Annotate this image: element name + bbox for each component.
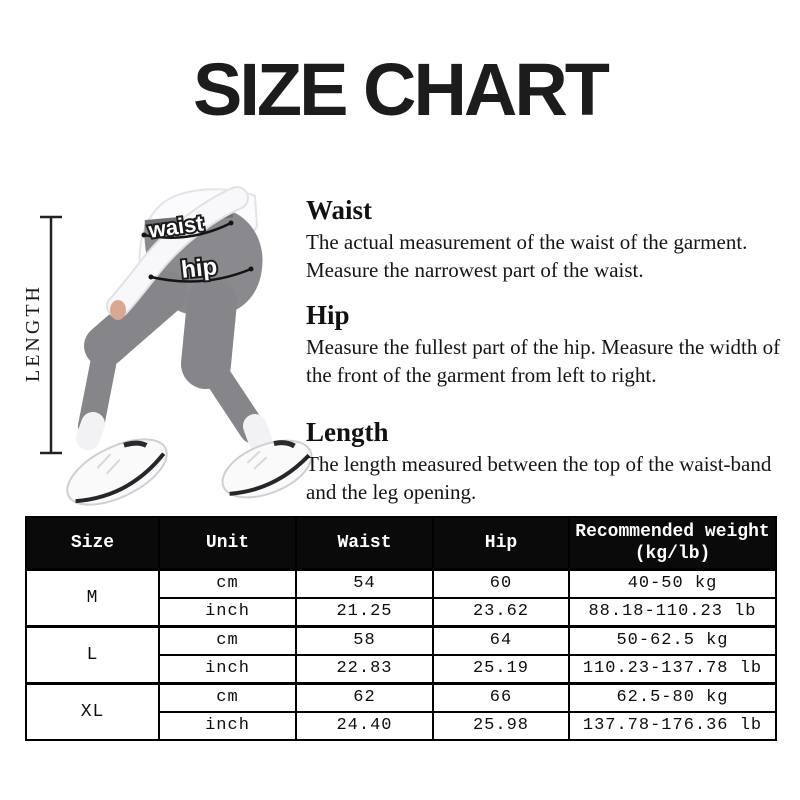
table-row (26, 627, 776, 656)
waist-definition-section (306, 195, 788, 284)
size-cell: L (26, 627, 159, 684)
hip-cell: 64 (433, 627, 569, 656)
size-cell: M (26, 570, 159, 627)
col-header-size: Size (26, 517, 159, 570)
waist-cell: 58 (296, 627, 433, 656)
col-header-waist: Waist (296, 517, 433, 570)
weight-cell: 50-62.5 kg (569, 627, 776, 656)
waist-cell: 21.25 (296, 598, 433, 627)
waist-cell: 54 (296, 570, 433, 599)
hip-cell: 66 (433, 684, 569, 713)
weight-cell: 40-50 kg (569, 570, 776, 599)
unit-cell: cm (159, 570, 296, 599)
unit-cell: cm (159, 684, 296, 713)
hip-cell: 60 (433, 570, 569, 599)
size-cell: XL (26, 684, 159, 741)
unit-cell: inch (159, 655, 296, 684)
waist-description: The actual measurement of the waist of the garment. Measure the narrowest part of the waist. (306, 230, 748, 282)
length-definition-section (306, 417, 788, 506)
weight-cell: 137.78-176.36 lb (569, 712, 776, 740)
waist-cell: 22.83 (296, 655, 433, 684)
hip-definition-section (306, 300, 788, 389)
length-heading: Length (306, 417, 389, 447)
hand (110, 300, 126, 320)
unit-cell: cm (159, 627, 296, 656)
unit-cell: inch (159, 712, 296, 740)
hip-cell: 25.19 (433, 655, 569, 684)
socks (88, 424, 260, 440)
col-header-weight: Recommended weight (kg/lb) (569, 517, 776, 570)
leggings-model-illustration (15, 186, 315, 521)
col-header-unit: Unit (159, 517, 296, 570)
unit-cell: inch (159, 598, 296, 627)
weight-cell: 88.18-110.23 lb (569, 598, 776, 627)
table-row (26, 570, 776, 599)
page-title: SIZE CHART (193, 48, 607, 131)
length-description: The length measured between the top of the waist-band and the leg opening. (306, 452, 772, 504)
waist-cell: 24.40 (296, 712, 433, 740)
model-figure (15, 186, 315, 521)
hip-heading: Hip (306, 300, 350, 330)
hip-description: Measure the fullest part of the hip. Measure the width of the front of the garment from left to right. (306, 335, 781, 387)
col-header-hip: Hip (433, 517, 569, 570)
sneaker-left (58, 426, 177, 518)
waist-heading: Waist (306, 195, 373, 225)
waist-tag: waist (146, 210, 205, 243)
hip-tag: hip (179, 253, 219, 284)
weight-cell: 62.5-80 kg (569, 684, 776, 713)
measurement-definitions (306, 195, 788, 520)
table-row (26, 684, 776, 713)
table-header-row (26, 517, 776, 570)
length-label: LENGTH (22, 284, 44, 382)
size-table (25, 516, 777, 741)
hip-cell: 25.98 (433, 712, 569, 740)
hip-cell: 23.62 (433, 598, 569, 627)
waist-cell: 62 (296, 684, 433, 713)
size-table-header (26, 517, 776, 570)
weight-cell: 110.23-137.78 lb (569, 655, 776, 684)
